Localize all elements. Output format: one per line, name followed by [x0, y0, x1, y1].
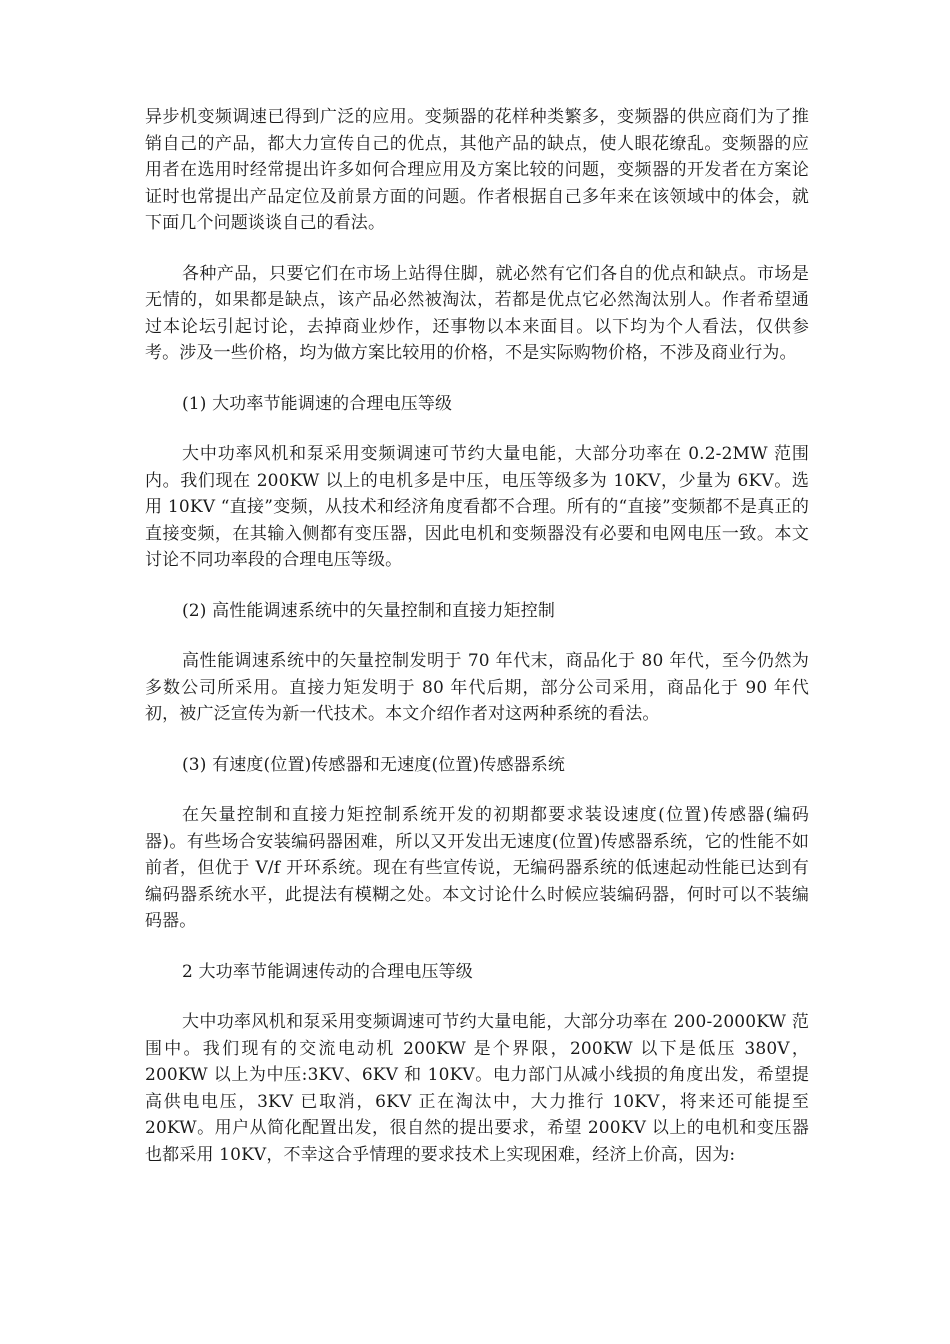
- topic-paragraph-1: 大中功率风机和泵采用变频调速可节约大量电能，大部分功率在 0.2-2MW 范围内。我们现在 200KW 以上的电机多是中压，电压等级多为 10KV，少量为 6KV。选用 10KV “直接”变频，从技术和经济角度看都不合理。所有的“直接”变频都不是真正的直接变频，在其输入侧都有变压器，因此电机和变频器没有必要和电网电压一致。本文讨论不同功率段的合理电压等级。: [145, 444, 809, 570]
- topic-heading-1: (1) 大功率节能调速的合理电压等级: [182, 393, 453, 414]
- preface-paragraph: 各种产品，只要它们在市场上站得住脚，就必然有它们各自的优点和缺点。市场是无情的，如果都是缺点，该产品必然被淘汰，若都是优点它必然淘汰别人。作者希望通过本论坛引起讨论，去掉商业炒作，还事物以本来面目。以下均为个人看法，仅供参考。涉及一些价格，均为做方案比较用的价格，不是实际购物价格，不涉及商业行为。: [145, 263, 809, 363]
- paragraph-spacer: [145, 778, 809, 802]
- paragraph-spacer: [145, 624, 809, 648]
- paragraph-spacer: [145, 728, 809, 752]
- paragraph-spacer: [145, 935, 809, 959]
- paragraph-spacer: [145, 985, 809, 1009]
- paragraph-spacer: [145, 237, 809, 261]
- section-paragraph-2: 大中功率风机和泵采用变频调速可节约大量电能，大部分功率在 200-2000KW 范围中。我们现有的交流电动机 200KW 是个界限，200KW 以下是低压 380V，200KW 以上为中压:3KV、6KV 和 10KV。电力部门从减小线损的角度出发，希望提高供电电压，3KV 已取消，6KV 正在淘汰中，大力推行 10KV，将来还可能提至 20KW。用户从简化配置出发，很自然的提出要求，希望 200KV 以上的电机和变压器也都采用 10KV，不幸这合乎情理的要求技术上实现困难，经济上价高，因为:: [145, 1012, 809, 1165]
- paragraph-spacer: [145, 417, 809, 441]
- document-page: [145, 104, 809, 1168]
- topic-paragraph-2: 高性能调速系统中的矢量控制发明于 70 年代末，商品化于 80 年代，至今仍然为多数公司所采用。直接力矩发明于 80 年代后期，部分公司采用，商品化于 90 年代初，被广泛宣传为新一代技术。本文介绍作者对这两种系统的看法。: [145, 651, 809, 724]
- paragraph-spacer: [145, 574, 809, 598]
- topic-heading-3: (3) 有速度(位置)传感器和无速度(位置)传感器系统: [182, 754, 566, 775]
- section-heading-2: 2 大功率节能调速传动的合理电压等级: [182, 961, 473, 982]
- topic-paragraph-3: 在矢量控制和直接力矩控制系统开发的初期都要求装设速度(位置)传感器(编码器)。有些场合安装编码器困难，所以又开发出无速度(位置)传感器系统，它的性能不如前者，但优于 V/f 开环系统。现在有些宣传说，无编码器系统的低速起动性能已达到有编码器系统水平，此提法有模糊之处。本文讨论什么时候应装编码器，何时可以不装编码器。: [145, 805, 809, 931]
- topic-heading-2: (2) 高性能调速系统中的矢量控制和直接力矩控制: [182, 600, 556, 621]
- paragraph-spacer: [145, 367, 809, 391]
- intro-paragraph: 异步机变频调速已得到广泛的应用。变频器的花样种类繁多，变频器的供应商们为了推销自己的产品，都大力宣传自己的优点，其他产品的缺点，使人眼花缭乱。变频器的应用者在选用时经常提出许多如何合理应用及方案比较的问题，变频器的开发者在方案论证时也常提出产品定位及前景方面的问题。作者根据自己多年来在该领域中的体会，就下面几个问题谈谈自己的看法。: [145, 107, 809, 233]
